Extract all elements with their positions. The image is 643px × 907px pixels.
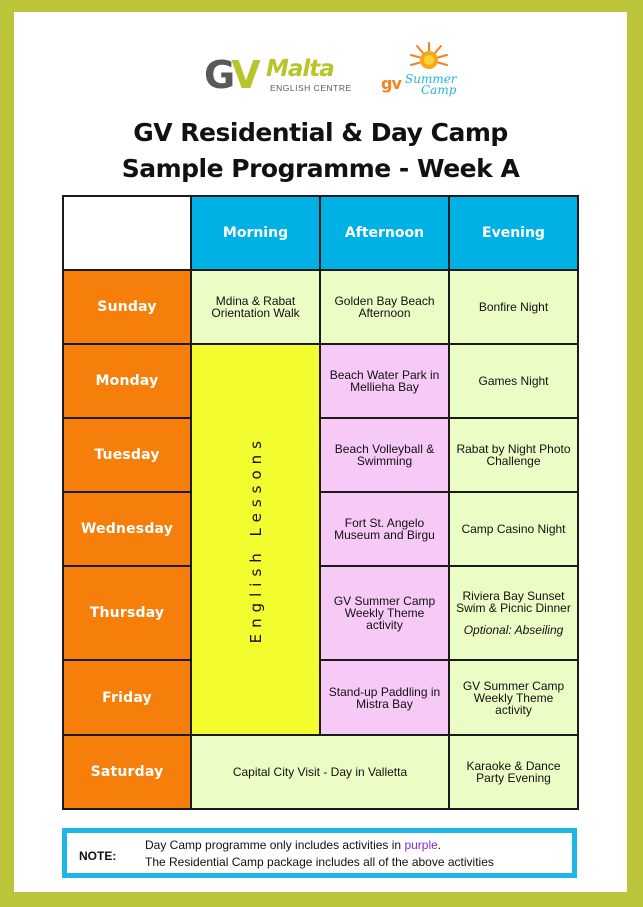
wednesday-afternoon: Fort St. Angelo Museum and Birgu [321, 493, 450, 567]
friday-afternoon: Stand-up Paddling in Mistra Bay [321, 661, 450, 736]
saturday-evening: Karaoke & Dance Party Evening [450, 736, 579, 810]
day-saturday: Saturday [64, 736, 192, 810]
day-sunday: Sunday [64, 271, 192, 345]
camp-logo-summer: Summer Camp [405, 72, 457, 97]
sunday-evening: Bonfire Night [450, 271, 579, 345]
note-box [62, 828, 577, 878]
gv-logo-letters: GV [204, 53, 257, 97]
programme-page [14, 12, 627, 892]
page-title-line2: Sample Programme - Week A [121, 154, 520, 183]
tuesday-evening: Rabat by Night Photo Challenge [450, 419, 579, 493]
tuesday-afternoon: Beach Volleyball & Swimming [321, 419, 450, 493]
sunday-afternoon: Golden Bay Beach Afternoon [321, 271, 450, 345]
english-lessons-block [192, 345, 321, 736]
header-afternoon: Afternoon [321, 197, 450, 271]
thursday-evening-main: Riviera Bay Sunset Swim & Picnic Dinner [456, 589, 571, 615]
sunday-morning: Mdina & Rabat Orientation Walk [192, 271, 321, 345]
gv-malta-logo [204, 54, 354, 96]
thursday-evening-optional: Optional: Abseiling [463, 623, 564, 637]
note-line-1: Day Camp programme only includes activities in purple. [145, 838, 442, 852]
day-monday: Monday [64, 345, 192, 419]
day-friday: Friday [64, 661, 192, 736]
gv-logo-centre: ENGLISH CENTRE [270, 83, 352, 93]
day-wednesday: Wednesday [64, 493, 192, 567]
wednesday-evening: Camp Casino Night [450, 493, 579, 567]
programme-table [62, 195, 579, 810]
header-evening: Evening [450, 197, 579, 271]
saturday-day: Capital City Visit - Day in Valletta [192, 736, 450, 810]
note-label: NOTE: [79, 849, 117, 863]
monday-afternoon: Beach Water Park in Mellieha Bay [321, 345, 450, 419]
camp-logo-gv: gv [381, 74, 401, 93]
thursday-evening [450, 567, 579, 661]
day-tuesday: Tuesday [64, 419, 192, 493]
monday-evening: Games Night [450, 345, 579, 419]
note-line-2: The Residential Camp package includes all of the above activities [145, 855, 494, 869]
table-corner [64, 197, 192, 271]
english-lessons-label: English Lessons [246, 435, 265, 644]
header-morning: Morning [192, 197, 321, 271]
day-thursday: Thursday [64, 567, 192, 661]
page-title-line1: GV Residential & Day Camp [133, 118, 508, 147]
gv-logo-malta: Malta [266, 56, 334, 82]
friday-evening: GV Summer Camp Weekly Theme activity [450, 661, 579, 736]
summer-camp-logo [379, 44, 479, 104]
thursday-afternoon: GV Summer Camp Weekly Theme activity [321, 567, 450, 661]
